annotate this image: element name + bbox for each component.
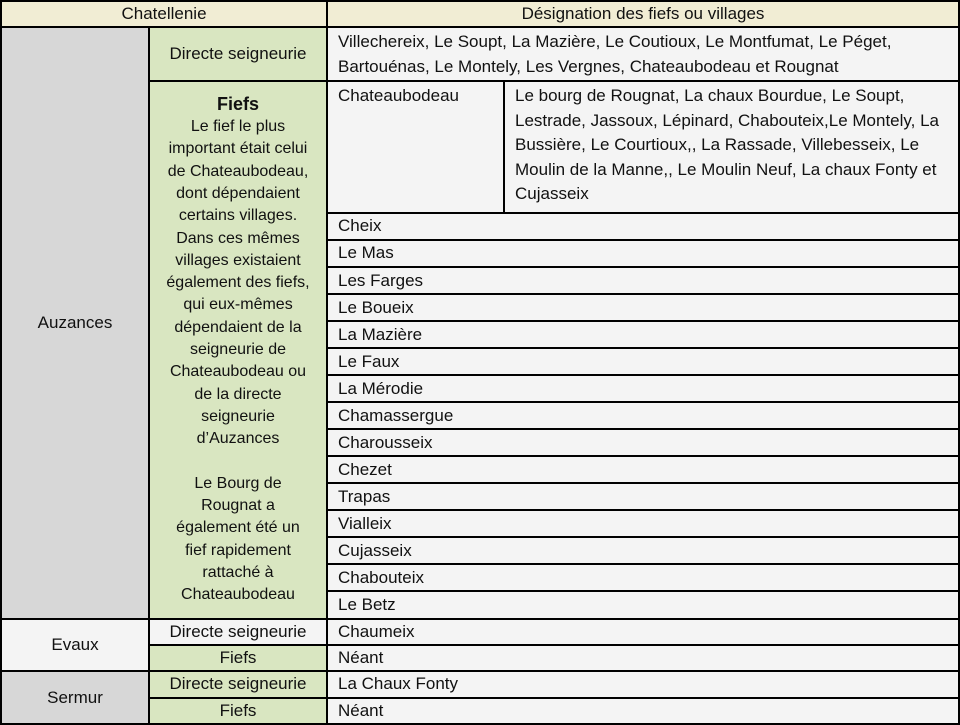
evaux-fiefs-value: Néant — [328, 646, 958, 670]
fief-list-item: Chabouteix — [328, 565, 958, 590]
fief-list-item: La Mazière — [328, 322, 958, 347]
sermur-fiefs-label: Fiefs — [150, 699, 326, 723]
evaux-directe-label: Directe seigneurie — [150, 620, 326, 644]
fief-list-item: Trapas — [328, 484, 958, 509]
sermur-directe-value: La Chaux Fonty — [328, 672, 958, 696]
fief-list-item: Cujasseix — [328, 538, 958, 563]
fief-list-item: Chezet — [328, 457, 958, 482]
auzances-fiefs-cell — [150, 82, 326, 617]
fief-list-item: Le Faux — [328, 349, 958, 374]
sermur-directe-label: Directe seigneurie — [150, 672, 326, 696]
fiefs-description: Le fief le plus important était celui de Chateaubodeau, dont dépendaient certains villages. Dans ces mêmes villages existaient également des fiefs, qui eux-mêmes dépendaient de la seigneurie de Chateaubodeau ou de la directe seigneurie d’Auzances Le Bourg de Rougnat a également été un fief rapidement rattaché à Chateaubodeau — [166, 118, 310, 604]
fief-list-item: Les Farges — [328, 268, 958, 293]
evaux-fiefs-label: Fiefs — [150, 646, 326, 670]
sermur-fiefs-value: Néant — [328, 699, 958, 723]
chatellenie-sermur: Sermur — [2, 672, 148, 723]
fief-list-item: Cheix — [328, 214, 958, 239]
fief-list-item: Vialleix — [328, 511, 958, 536]
fief-list-item: Charousseix — [328, 430, 958, 455]
header-designation: Désignation des fiefs ou villages — [328, 2, 958, 26]
fief-chateaubodeau-label: Chateaubodeau — [328, 82, 503, 212]
fief-list-item: Le Betz — [328, 592, 958, 617]
auzances-directe-value: Villechereix, Le Soupt, La Mazière, Le Coutioux, Le Montfumat, Le Péget, Bartouénas, Le Montely, Les Vergnes, Chateaubodeau et Rougnat — [328, 28, 958, 80]
chatellenie-evaux: Evaux — [2, 620, 148, 671]
fief-chateaubodeau-villages: Le bourg de Rougnat, La chaux Bourdue, Le Soupt, Lestrade, Jassoux, Lépinard, Chabouteix,Le Montely, La Bussière, Le Courtioux,, La Rassade, Villebesseix, Le Moulin de la Manne,, Le Moulin Neuf, La chaux Fonty et Cujasseix — [505, 82, 958, 212]
fief-list-item: Le Boueix — [328, 295, 958, 320]
chatellenie-auzances: Auzances — [2, 28, 148, 617]
evaux-directe-value: Chaumeix — [328, 620, 958, 644]
fief-list-item: Chamassergue — [328, 403, 958, 428]
header-chatellenie: Chatellenie — [2, 2, 326, 26]
fiefs-title: Fiefs — [216, 94, 259, 115]
fief-list-item: Le Mas — [328, 241, 958, 266]
auzances-directe-label: Directe seigneurie — [150, 28, 326, 80]
fief-list-item: La Mérodie — [328, 376, 958, 401]
